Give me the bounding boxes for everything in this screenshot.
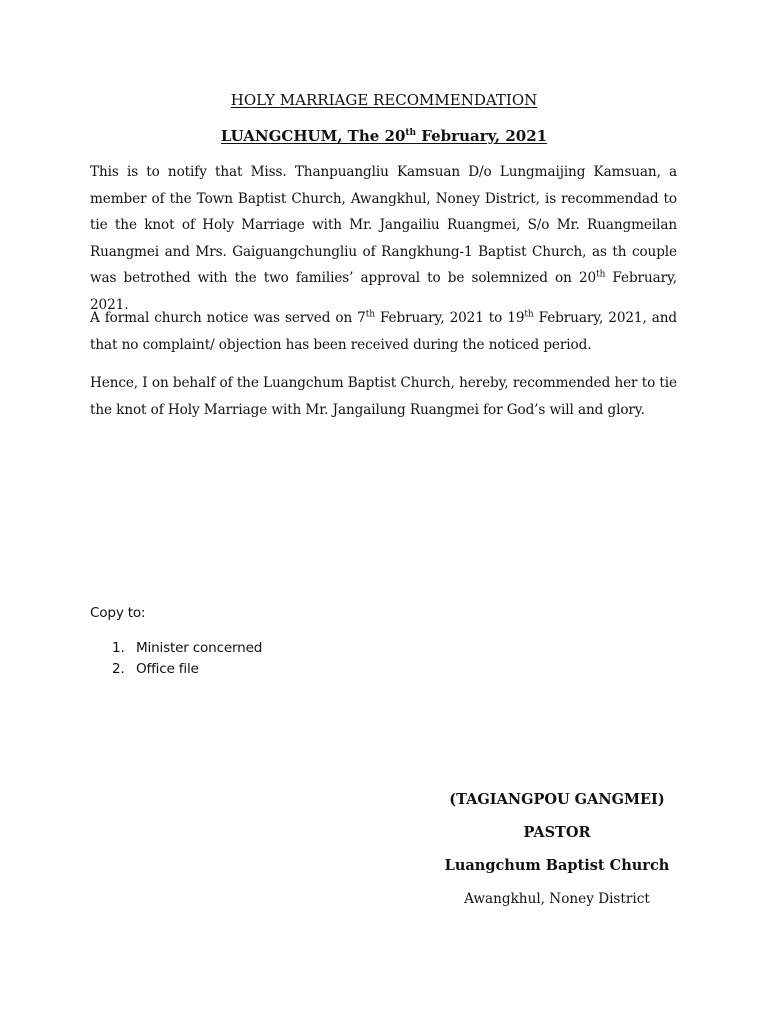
dateline-prefix: LUANGCHUM, The 20 xyxy=(220,127,406,145)
dateline xyxy=(0,127,768,145)
paragraph-notification xyxy=(90,159,677,318)
list-item-number: 1. xyxy=(112,640,125,656)
paragraph-recommendation: Hence, I on behalf of the Luangchum Baptist Church, hereby, recommended her to tie the knot of Holy Marriage with Mr. Jangailung Ruangmei for God’s will and glory. xyxy=(90,375,677,418)
paragraph-notice-middle: February, 2021 to 19 xyxy=(374,310,525,326)
paragraph-notice xyxy=(90,305,677,358)
paragraph-notice-end: February, 2021, and that no complaint/ objection has been received during the noticed period. xyxy=(90,310,677,353)
copy-to-list xyxy=(112,638,262,680)
list-item xyxy=(112,638,262,659)
paragraph-notification-text: This is to notify that Miss. Thanpuangliu Kamsuan D/o Lungmaijing Kamsuan, a member of the Town Baptist Church, Awangkhul, Noney District, is recommendad to tie the knot of Holy Marriage with Mr. Jangailiu Ruangmei, S/o Mr. Ruangmeilan Ruangmei and Mrs. Gaiguangchungliu of Rangkhung-1 Baptist Church, as th couple was betrothed with the two families’ approval to be solemnized on 20 xyxy=(90,164,677,286)
signatory-role: PASTOR xyxy=(523,824,591,841)
signatory-church: Luangchum Baptist Church xyxy=(444,857,670,874)
ordinal-suffix: th xyxy=(524,309,534,320)
list-item-number: 2. xyxy=(112,661,125,677)
ordinal-suffix: th xyxy=(596,269,606,280)
dateline-suffix: February, 2021 xyxy=(416,127,548,145)
list-item-text: Office file xyxy=(136,661,199,677)
document-title: HOLY MARRIAGE RECOMMENDATION xyxy=(230,91,538,109)
list-item xyxy=(112,659,262,680)
signatory-name: (TAGIANGPOU GANGMEI) xyxy=(449,791,665,808)
ordinal-suffix: th xyxy=(365,309,375,320)
dateline-ordinal: th xyxy=(405,128,417,138)
paragraph-notification-end: February, 2021. xyxy=(90,270,677,313)
signatory-address: Awangkhul, Noney District xyxy=(464,891,650,907)
paragraph-notice-text: A formal church notice was served on 7 xyxy=(90,310,366,326)
list-item-text: Minister concerned xyxy=(136,640,263,656)
copy-to-label: Copy to: xyxy=(90,605,146,621)
